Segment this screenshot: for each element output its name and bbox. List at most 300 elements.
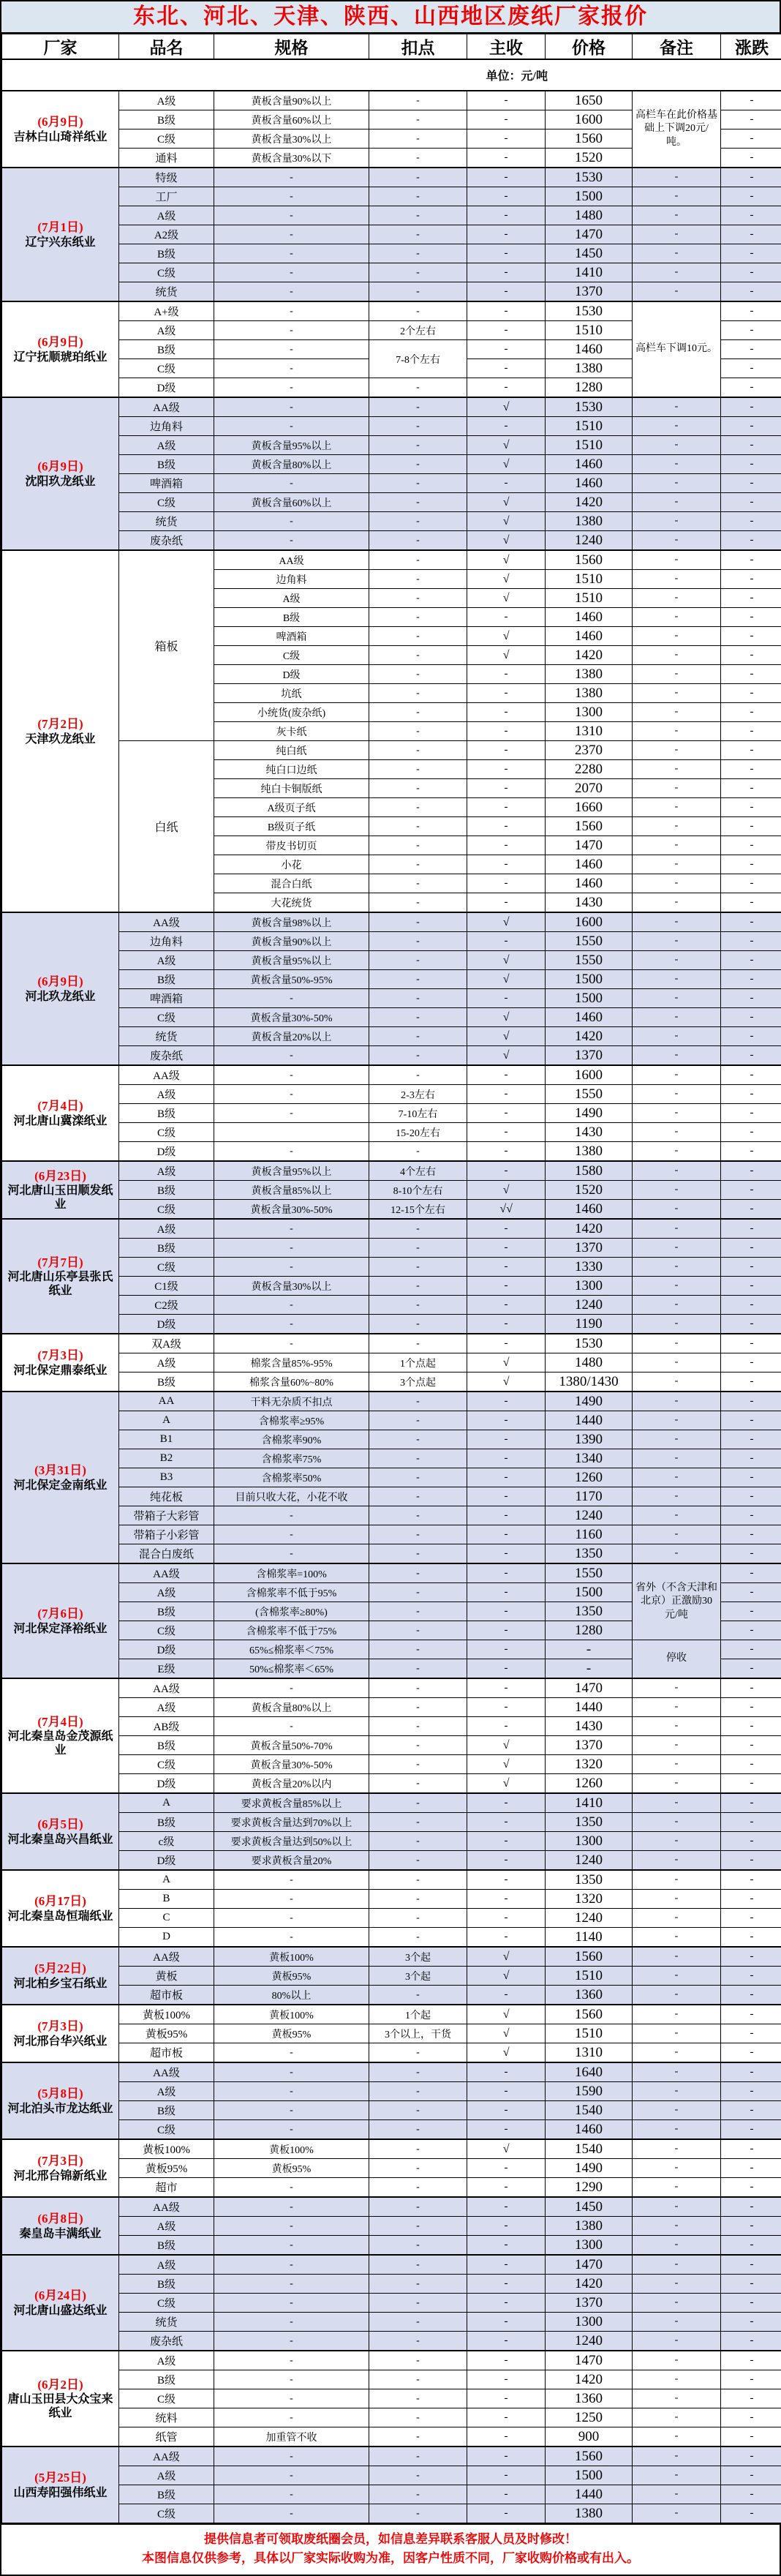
change-cell: - [721, 1774, 781, 1794]
deduct-cell: - [369, 2255, 467, 2275]
grade-cell: B级 [119, 2236, 214, 2256]
main-collect-cell: - [467, 874, 546, 893]
table-row [2, 474, 781, 493]
change-cell: - [721, 129, 781, 149]
price-cell: 1510 [546, 1967, 633, 1986]
main-collect-cell: - [467, 1525, 546, 1544]
spec-cell: - [214, 1890, 369, 1909]
change-cell: - [721, 378, 781, 398]
change-cell: - [721, 225, 781, 244]
grade-cell: A级 [119, 951, 214, 970]
table-row [2, 1967, 781, 1986]
price-cell: 1380 [546, 2217, 633, 2236]
price-cell: 1290 [546, 2178, 633, 2198]
table-row [2, 1430, 781, 1449]
price-cell: 1510 [546, 417, 633, 436]
change-cell: - [721, 2197, 781, 2217]
main-collect-cell: - [467, 225, 546, 244]
change-cell: - [721, 340, 781, 359]
note-cell: - [633, 1947, 721, 1967]
deduct-cell: - [369, 91, 467, 110]
spec-cell: 目前只收大花，小花不收 [214, 1487, 369, 1506]
change-cell: - [721, 149, 781, 168]
main-collect-cell: - [467, 1890, 546, 1909]
deduct-cell: - [369, 1142, 467, 1162]
table-row [2, 455, 781, 474]
main-collect-cell: - [467, 2447, 546, 2466]
note-cell: - [633, 684, 721, 703]
grade-cell: 双A级 [119, 1334, 214, 1353]
price-cell: 1420 [546, 646, 633, 665]
deduct-cell: - [369, 493, 467, 512]
factory-cell [2, 1563, 119, 1678]
factory-section [2, 1870, 781, 1947]
change-cell: - [721, 1487, 781, 1506]
grade-cell: 统货 [119, 282, 214, 302]
grade-cell: D级 [119, 1142, 214, 1162]
table-row [2, 1986, 781, 2005]
price-cell: 1480 [546, 206, 633, 225]
deduct-cell: 8-10个左右 [369, 1181, 467, 1200]
price-cell: 1380 [546, 665, 633, 684]
spec-cell: 黄板含量30%-50% [214, 1008, 369, 1027]
deduct-cell: - [369, 263, 467, 282]
grade-cell: B级 [119, 1736, 214, 1755]
spec-cell: 80%以上 [214, 1986, 369, 2005]
change-cell: - [721, 1142, 781, 1162]
spec-cell: - [214, 2217, 369, 2236]
price-cell: 2070 [546, 779, 633, 798]
price-cell: 1560 [546, 1947, 633, 1967]
factory-date: (6月24日) [4, 2288, 117, 2303]
price-cell: 1600 [546, 110, 633, 129]
price-cell: 1280 [546, 378, 633, 398]
deduct-cell: - [369, 779, 467, 798]
deduct-cell: - [369, 1621, 467, 1640]
spec-cell: 黄板100% [214, 2005, 369, 2024]
main-collect-cell: - [467, 798, 546, 817]
deduct-cell: - [369, 1525, 467, 1544]
price-cell: 1350 [546, 1544, 633, 1564]
deduct-cell: - [369, 2159, 467, 2178]
change-cell: - [721, 2024, 781, 2043]
change-cell: - [721, 1525, 781, 1544]
factory-section [2, 1563, 781, 1678]
grade-cell: A级 [119, 1353, 214, 1373]
note-cell: - [633, 1832, 721, 1851]
price-cell: 1320 [546, 1755, 633, 1774]
change-cell: - [721, 2313, 781, 2332]
factory-section [2, 1392, 781, 1563]
main-collect-cell: - [467, 282, 546, 302]
main-collect-cell: - [467, 1296, 546, 1315]
deduct-cell: - [369, 206, 467, 225]
main-collect-cell: √ [467, 570, 546, 589]
spec-cell: - [214, 340, 369, 359]
change-cell: - [721, 2370, 781, 2389]
main-collect-cell: - [467, 1142, 546, 1162]
change-cell: - [721, 703, 781, 722]
spec-cell: - [214, 1928, 369, 1948]
grade-cell: 边角料 [119, 932, 214, 951]
change-cell: - [721, 1640, 781, 1659]
note-cell: - [633, 798, 721, 817]
main-collect-cell: - [467, 2236, 546, 2256]
spec-cell: - [214, 2447, 369, 2466]
change-cell: - [721, 684, 781, 703]
main-collect-cell: - [467, 2389, 546, 2408]
price-cell: 1460 [546, 474, 633, 493]
spec-cell: 棉浆含量60%~80% [214, 1373, 369, 1392]
deduct-cell: - [369, 2351, 467, 2370]
factory-section [2, 1947, 781, 2005]
main-collect-cell: - [467, 359, 546, 378]
main-collect-cell: - [467, 1506, 546, 1525]
spec-cell: - [214, 1065, 369, 1085]
price-cell: 1420 [546, 1219, 633, 1239]
grade-cell: 啤酒箱 [119, 989, 214, 1008]
table-row [2, 2447, 781, 2466]
grade-cell: A级 [119, 91, 214, 110]
price-cell: 1530 [546, 168, 633, 187]
change-cell: - [721, 2043, 781, 2063]
grade-cell: B级 [119, 244, 214, 263]
grade-cell: 黄板95% [119, 2159, 214, 2178]
note-cell: - [633, 817, 721, 836]
main-collect-cell: - [467, 1315, 546, 1334]
grade-cell: 坑纸 [214, 684, 369, 703]
spec-cell: - [214, 1142, 369, 1162]
price-cell: 1470 [546, 225, 633, 244]
main-collect-cell: - [467, 110, 546, 129]
table-row [2, 2062, 781, 2082]
note-cell: - [633, 1411, 721, 1430]
price-cell: 1490 [546, 2159, 633, 2178]
table-row [2, 2351, 781, 2370]
note-cell: - [633, 1678, 721, 1698]
deduct-cell: - [369, 2082, 467, 2101]
note-cell: - [633, 665, 721, 684]
grade-cell: C级 [119, 1621, 214, 1640]
factory-section [2, 1065, 781, 1161]
price-cell: 1260 [546, 1468, 633, 1487]
change-cell: - [721, 1411, 781, 1430]
factory-cell [2, 2255, 119, 2351]
deduct-cell: - [369, 1678, 467, 1698]
note-cell: - [633, 2043, 721, 2063]
deduct-cell: 15-20左右 [369, 1123, 467, 1142]
grade-cell: 超市板 [119, 2043, 214, 2063]
price-cell: 1310 [546, 722, 633, 741]
change-cell: - [721, 2101, 781, 2120]
grade-cell: B级 [119, 1181, 214, 1200]
page-title: 东北、河北、天津、陕西、山西地区废纸厂家报价 [1, 1, 780, 34]
price-cell: 1440 [546, 1411, 633, 1430]
factory-section [2, 1793, 781, 1870]
col-header-price: 价格 [546, 34, 633, 60]
main-collect-cell: - [467, 2255, 546, 2275]
change-cell: - [721, 1353, 781, 1373]
table-row [2, 493, 781, 512]
price-cell: - [546, 1640, 633, 1659]
price-cell: 1360 [546, 1986, 633, 2005]
price-cell: 1520 [546, 149, 633, 168]
main-collect-cell: - [467, 1334, 546, 1353]
change-cell: - [721, 512, 781, 531]
grade-cell: AA级 [119, 2197, 214, 2217]
factory-cell [2, 1334, 119, 1392]
deduct-cell: - [369, 1832, 467, 1851]
change-cell: - [721, 1277, 781, 1296]
spec-cell: 要求黄板含量达到70%以上 [214, 1813, 369, 1832]
note-cell: - [633, 1430, 721, 1449]
change-cell: - [721, 1544, 781, 1564]
deduct-cell: - [369, 1449, 467, 1468]
factory-section [2, 91, 781, 168]
table-row [2, 2466, 781, 2485]
deduct-cell: - [369, 225, 467, 244]
factory-cell [2, 1870, 119, 1947]
price-cell: 1430 [546, 893, 633, 913]
main-collect-cell: √ [467, 1755, 546, 1774]
main-collect-cell: √ [467, 627, 546, 646]
main-collect-cell: - [467, 1065, 546, 1085]
change-cell: - [721, 2485, 781, 2504]
deduct-cell: - [369, 912, 467, 932]
main-collect-cell: √ [467, 2005, 546, 2024]
factory-section [2, 1219, 781, 1334]
main-collect-cell: √ [467, 1181, 546, 1200]
price-cell: 1460 [546, 627, 633, 646]
main-collect-cell: √√ [467, 1200, 546, 1220]
spec-cell: 含棉浆率90% [214, 1430, 369, 1449]
spec-cell: 棉浆含量85%-95% [214, 1353, 369, 1373]
change-cell: - [721, 91, 781, 110]
factory-date: (6月9日) [4, 334, 117, 350]
grade-cell: 纯白口边纸 [214, 760, 369, 779]
price-cell: 1460 [546, 340, 633, 359]
table-row [2, 970, 781, 989]
price-cell: 1350 [546, 1602, 633, 1621]
main-collect-cell: - [467, 1430, 546, 1449]
deduct-cell: - [369, 2236, 467, 2256]
spec-cell: - [214, 2255, 369, 2275]
main-collect-cell: - [467, 1277, 546, 1296]
factory-date: (7月2日) [4, 716, 117, 732]
change-cell: - [721, 1008, 781, 1027]
spec-cell: - [214, 187, 369, 206]
spec-cell: - [214, 244, 369, 263]
spec-cell: 干料无杂质不扣点 [214, 1392, 369, 1411]
price-cell: 1500 [546, 187, 633, 206]
deduct-cell: - [369, 1563, 467, 1583]
spec-cell: - [214, 1525, 369, 1544]
price-cell: 1410 [546, 263, 633, 282]
note-cell: - [633, 722, 721, 741]
grade-cell: 带箱子大彩管 [119, 1506, 214, 1525]
main-collect-cell: - [467, 129, 546, 149]
table-row [2, 244, 781, 263]
price-cell: 1300 [546, 1832, 633, 1851]
change-cell: - [721, 436, 781, 455]
factory-name: 河北邢台华兴纸业 [4, 2035, 117, 2049]
note-cell: - [633, 1698, 721, 1717]
note-cell: - [633, 627, 721, 646]
change-cell: - [721, 1717, 781, 1736]
spec-cell: - [214, 2313, 369, 2332]
grade-cell: A2级 [119, 225, 214, 244]
spec-cell: - [214, 2178, 369, 2198]
table-row [2, 1142, 781, 1162]
table-row [2, 1085, 781, 1104]
deduct-cell: - [369, 1793, 467, 1813]
grade-cell: C级 [119, 1008, 214, 1027]
price-cell: 1550 [546, 951, 633, 970]
deduct-cell: 3个起 [369, 1947, 467, 1967]
spec-cell: 黄板含量90%以上 [214, 932, 369, 951]
note-cell: - [633, 512, 721, 531]
deduct-cell: - [369, 1487, 467, 1506]
note-cell: - [633, 1104, 721, 1123]
factory-cell [2, 912, 119, 1065]
main-collect-cell: - [467, 741, 546, 760]
price-cell: 1300 [546, 703, 633, 722]
deduct-cell: 12-15个左右 [369, 1200, 467, 1220]
table-row [2, 2005, 781, 2024]
change-cell: - [721, 2120, 781, 2140]
price-cell: 1550 [546, 1085, 633, 1104]
price-cell: 1300 [546, 2236, 633, 2256]
main-collect-cell: - [467, 1449, 546, 1468]
factory-cell [2, 2139, 119, 2197]
table-row [2, 1027, 781, 1046]
spec-cell: - [214, 321, 369, 340]
spec-cell: - [214, 1258, 369, 1277]
factory-date: (7月6日) [4, 1606, 117, 1621]
change-cell: - [721, 1239, 781, 1258]
table-row [2, 2370, 781, 2389]
table-row [2, 912, 781, 932]
spec-cell: 要求黄板含量20% [214, 1851, 369, 1871]
factory-cell [2, 2197, 119, 2255]
grade-cell: 黄板95% [119, 2024, 214, 2043]
price-table [1, 34, 781, 2523]
price-cell: 1530 [546, 301, 633, 321]
spec-cell: 含棉浆率75% [214, 1449, 369, 1468]
table-row [2, 1678, 781, 1698]
note-cell: - [633, 1717, 721, 1736]
note-cell: - [633, 2120, 721, 2140]
deduct-cell: 3个起 [369, 1967, 467, 1986]
grade-cell: AA级 [119, 1563, 214, 1583]
grade-cell: C级 [119, 129, 214, 149]
change-cell: - [721, 1065, 781, 1085]
deduct-cell: - [369, 1315, 467, 1334]
main-collect-cell: - [467, 1928, 546, 1948]
change-cell: - [721, 951, 781, 970]
factory-name: 河北唐山盛达纸业 [4, 2304, 117, 2318]
factory-name: 秦皇岛丰满纸业 [4, 2227, 117, 2241]
price-cell: 1330 [546, 1258, 633, 1277]
price-cell: 1440 [546, 2485, 633, 2504]
factory-section [2, 2447, 781, 2523]
main-collect-cell: √ [467, 2024, 546, 2043]
main-collect-cell: - [467, 206, 546, 225]
change-cell: - [721, 893, 781, 913]
change-cell: - [721, 665, 781, 684]
factory-cell [2, 2447, 119, 2523]
table-row [2, 2024, 781, 2043]
factory-cell [2, 2351, 119, 2447]
main-collect-cell: - [467, 1813, 546, 1832]
spec-cell: 黄板含量90%以上 [214, 91, 369, 110]
table-row [2, 1219, 781, 1239]
change-cell: - [721, 627, 781, 646]
spec-cell: - [214, 1506, 369, 1525]
change-cell: - [721, 2275, 781, 2294]
note-cell: - [633, 1487, 721, 1506]
price-cell: 1370 [546, 1239, 633, 1258]
grade-cell: B级 [119, 1104, 214, 1123]
grade-cell: A级 [119, 1698, 214, 1717]
price-cell: 1470 [546, 2255, 633, 2275]
spec-cell: 黄板含量50%-95% [214, 970, 369, 989]
note-cell: - [633, 1315, 721, 1334]
deduct-cell: - [369, 817, 467, 836]
change-cell: - [721, 1967, 781, 1986]
price-cell: 1660 [546, 798, 633, 817]
factory-name: 河北秦皇岛金茂源纸业 [4, 1730, 117, 1757]
change-cell: - [721, 2005, 781, 2024]
grade-cell: 超市 [119, 2178, 214, 2198]
deduct-cell: 4个左右 [369, 1161, 467, 1181]
deduct-cell: - [369, 1774, 467, 1794]
deduct-cell: - [369, 1027, 467, 1046]
main-collect-cell: - [467, 417, 546, 436]
grade-cell: 小花 [214, 855, 369, 874]
grade-cell: 纯白卡铜版纸 [214, 779, 369, 798]
table-row [2, 2139, 781, 2159]
price-cell: 1490 [546, 1104, 633, 1123]
factory-date: (6月9日) [4, 974, 117, 989]
table-row [2, 1851, 781, 1871]
main-collect-cell: - [467, 989, 546, 1008]
factory-name: 河北泊头市龙达纸业 [4, 2102, 117, 2116]
note-cell: - [633, 2255, 721, 2275]
note-cell: - [633, 1142, 721, 1162]
table-row [2, 2275, 781, 2294]
change-cell: - [721, 1851, 781, 1871]
spec-cell: 黄板95% [214, 1967, 369, 1986]
note-cell: - [633, 2197, 721, 2217]
main-collect-cell: - [467, 321, 546, 340]
spec-cell: - [214, 2120, 369, 2140]
note-cell: 停收 [633, 1640, 721, 1679]
grade-cell: 大花统货 [214, 893, 369, 913]
factory-date: (6月9日) [4, 459, 117, 474]
deduct-cell: - [369, 1046, 467, 1066]
factory-section [2, 1678, 781, 1793]
grade-cell: C级 [119, 493, 214, 512]
main-collect-cell: - [467, 2159, 546, 2178]
spec-cell: - [214, 2062, 369, 2082]
change-cell: - [721, 817, 781, 836]
note-cell: - [633, 1525, 721, 1544]
factory-date: (7月7日) [4, 1255, 117, 1270]
main-collect-cell: √ [467, 1967, 546, 1986]
table-row [2, 1563, 781, 1583]
note-cell: - [633, 1239, 721, 1258]
